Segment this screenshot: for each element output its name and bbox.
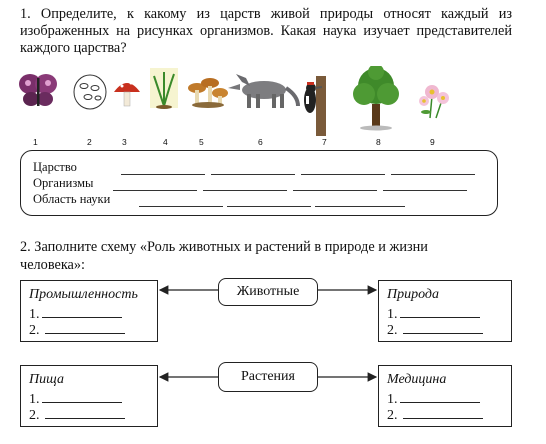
image-number: 7 [322, 137, 327, 147]
image-number: 6 [258, 137, 263, 147]
scheme-box-nature [378, 280, 512, 342]
scheme-box-industry [20, 280, 158, 342]
question-1-text: 1. Определите, к какому из царств живой природы относят каждый из изображенных на рисунках организмов. Какая наука изучает представителей каждого царства? [20, 6, 512, 56]
scheme-box-medicine [378, 365, 512, 427]
scheme-box-food [20, 365, 158, 427]
image-number: 5 [199, 137, 204, 147]
scheme-center-animals: Животные [218, 278, 318, 306]
answer-line[interactable]: 1. [387, 390, 480, 408]
answer-line[interactable]: 1. [29, 305, 122, 323]
answer-line[interactable]: 2. [29, 321, 125, 339]
box-title: Медицина [387, 372, 447, 387]
image-number: 8 [376, 137, 381, 147]
image-number: 9 [430, 137, 435, 147]
question-2-text: 2. Заполните схему «Роль животных и растений в природе и жизни человека»: [20, 239, 428, 273]
answer-line[interactable]: 2. [387, 321, 483, 339]
box-title: Природа [387, 287, 440, 302]
answer-line[interactable]: 2. [29, 406, 125, 424]
row-label-kingdom: Царство [33, 160, 77, 174]
answer-line[interactable]: 1. [387, 305, 480, 323]
answer-line[interactable]: 1. [29, 390, 122, 408]
image-number: 4 [163, 137, 168, 147]
scheme-center-plants: Растения [218, 362, 318, 392]
image-number: 3 [122, 137, 127, 147]
answer-line[interactable]: 2. [387, 406, 483, 424]
box-title: Промышленность [29, 287, 138, 302]
row-label-science: Область науки [33, 192, 111, 206]
image-number: 2 [87, 137, 92, 147]
row-label-organisms: Организмы [33, 176, 94, 190]
image-number: 1 [33, 137, 38, 147]
box-title: Пища [29, 372, 65, 387]
